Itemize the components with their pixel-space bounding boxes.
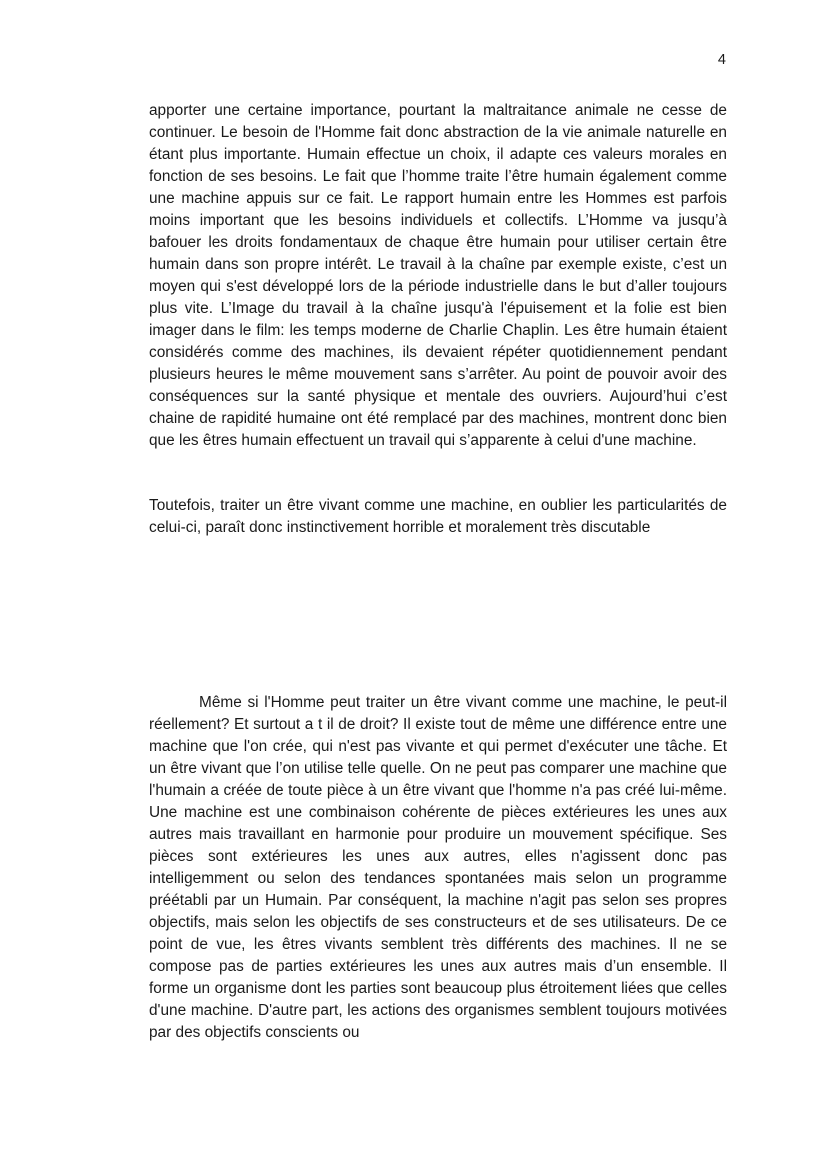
paragraph-1: apporter une certaine importance, pourtant la maltraitance animale ne cesse de continuer. Le besoin de l'Homme fait donc abstraction de la vie animale naturelle en étant plus importante. Humain effectue un choix, il adapte ces valeurs morales en fonction de ses besoins. Le fait que l’homme traite l’être humain également comme une machine appuis sur ce fait. Le rapport humain entre les Hommes est parfois moins important que les besoins individuels et collectifs. L’Homme va jusqu’à bafouer les droits fondamentaux de chaque être humain pour utiliser certain être humain dans son propre intérêt. Le travail à la chaîne par exemple existe, c’est un moyen qui s'est développé lors de la période industrielle dans le but d’aller toujours plus vite. L’Image du travail à la chaîne jusqu'à l'épuisement et la folie est bien imager dans le film: les temps moderne de Charlie Chaplin. Les être humain étaient considérés comme des machines, ils devaient répéter quotidiennement pendant plusieurs heures le même mouvement sans s’arrêter. Au point de pouvoir avoir des conséquences sur la santé physique et mentale des ouvriers. Aujourd’hui c’est chaine de rapidité humaine ont été remplacé par des machines, montrent donc bien que les êtres humain effectuent un travail qui s’apparente à celui d'une machine. [149, 102, 727, 449]
paragraph-3: Même si l'Homme peut traiter un être vivant comme une machine, le peut-il réellement? Et surtout a t il de droit? Il existe tout de même une différence entre une machine que l'on crée, qui n'est pas vivante et qui permet d'exécuter une tâche. Et un être vivant que l’on utilise telle quelle. On ne peut pas comparer une machine que l'humain a créée de toute pièce à un être vivant que l'homme n'a pas créé lui-même. Une machine est une combinaison cohérente de pièces extérieures les unes aux autres mais travaillant en harmonie pour produire un mouvement spécifique. Ses pièces sont extérieures les unes aux autres, elles n'agissent donc pas intelligemment ou selon des tendances spontanées mais selon un programme préétabli par un Humain. Par conséquent, la machine n'agit pas selon ses propres objectifs, mais selon les objectifs de ses constructeurs et de ses utilisateurs. De ce point de vue, les êtres vivants semblent très différents des machines. Il ne se compose pas de parties extérieures les unes aux autres mais d’un ensemble. Il forme un organisme dont les parties sont beaucoup plus étroitement liées que celles d'une machine. D'autre part, les actions des organismes semblent toujours motivées par des objectifs conscients ou [149, 694, 727, 1041]
page-number: 4 [717, 52, 726, 68]
paragraph-2: Toutefois, traiter un être vivant comme une machine, en oublier les particularités de celui-ci, paraît donc instinctivement horrible et moralement très discutable [149, 497, 727, 536]
